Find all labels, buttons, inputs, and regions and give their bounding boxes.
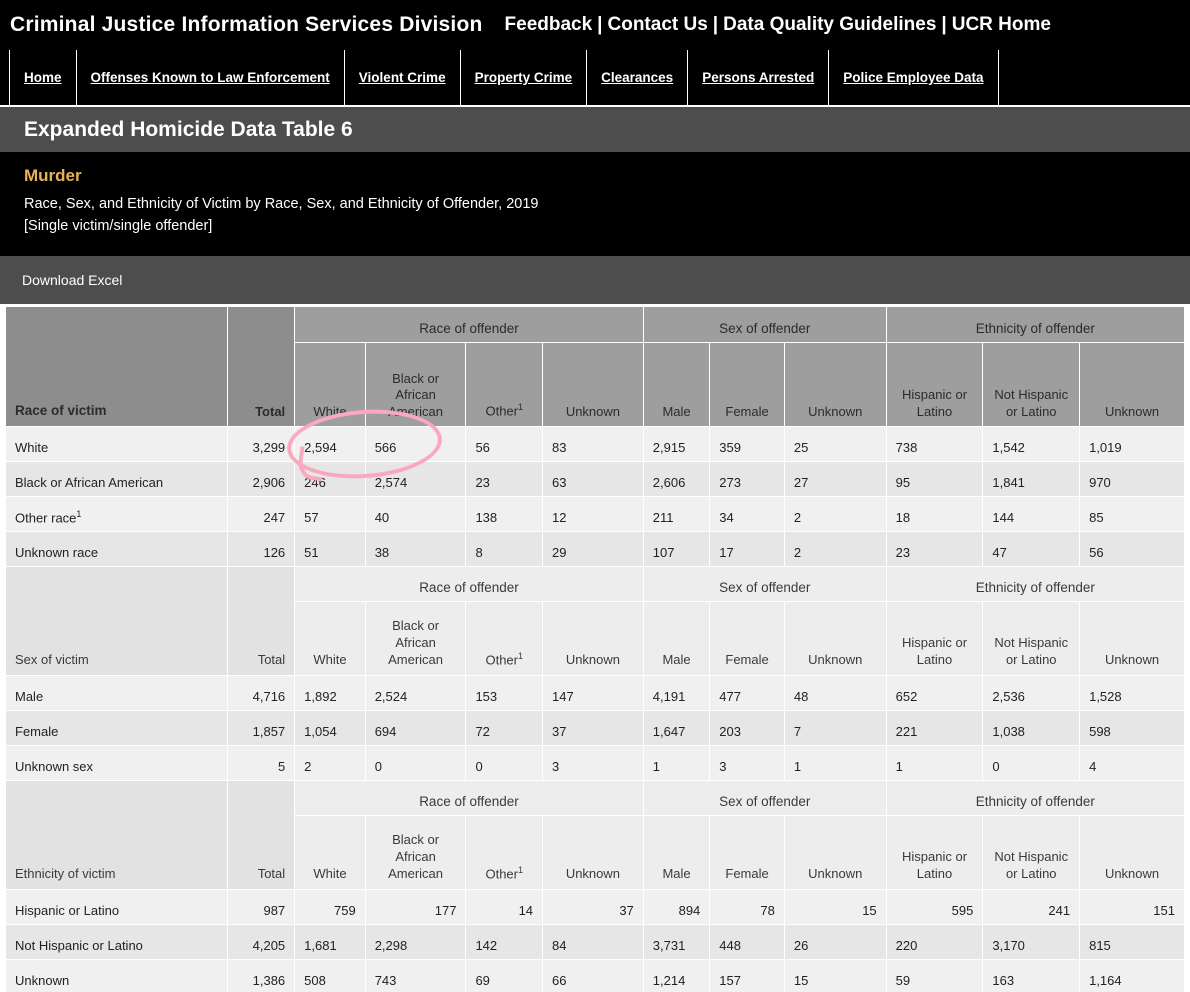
col-header-total-label: Total: [257, 652, 286, 668]
cell-black: 0: [365, 745, 466, 780]
col-header-white: White: [295, 601, 366, 675]
cell-female: 477: [710, 675, 785, 710]
col-header-other-label: Other: [485, 866, 518, 882]
cell-unknown-ethnicity: 4: [1080, 745, 1185, 780]
nav-item-label: Persons Arrested: [702, 70, 815, 85]
cell-female: 34: [710, 496, 785, 531]
cell-white: 51: [295, 531, 366, 566]
col-header-not-hispanic-or-latino: Not Hispanic or Latino: [983, 815, 1080, 889]
cell-unknown-sex: 15: [784, 889, 886, 924]
col-header-male: Male: [643, 815, 710, 889]
row-header-label: Race of victim: [15, 403, 107, 419]
header-links: [505, 14, 1051, 36]
cell-unknown-race: 29: [543, 531, 644, 566]
table-row: [6, 675, 1185, 710]
header-link-data-quality-guidelines[interactable]: Data Quality Guidelines: [723, 13, 937, 35]
table-row: [6, 461, 1185, 496]
col-header-not-hispanic-or-latino: Not Hispanic or Latino: [983, 342, 1080, 426]
cell-male: 3,731: [643, 924, 710, 959]
cell-white: 57: [295, 496, 366, 531]
cell-unknown-race: 147: [543, 675, 644, 710]
cell-black: 177: [365, 889, 466, 924]
cell-white: 1,054: [295, 710, 366, 745]
caption-line-2: [Single victim/single offender]: [24, 218, 213, 235]
cell-hispanic: 95: [886, 461, 983, 496]
cell-hispanic: 220: [886, 924, 983, 959]
row-header-label: Sex of victim: [15, 652, 89, 668]
row-label: Black or African American: [6, 461, 228, 496]
cell-black: 566: [365, 426, 466, 461]
col-header-unknown-sex: Unknown: [784, 601, 886, 675]
nav-item-label: Police Employee Data: [843, 70, 984, 85]
group-header-sex-of-offender: Sex of offender: [643, 306, 886, 342]
cell-hispanic: 59: [886, 959, 983, 992]
row-label: [6, 496, 228, 531]
cell-unknown-race: 83: [543, 426, 644, 461]
group-header-race-of-offender: Race of offender: [295, 566, 644, 601]
nav-item-label: Home: [24, 70, 62, 85]
cell-unknown-sex: 2: [784, 496, 886, 531]
col-header-black-or-african-american: Black or African American: [365, 815, 466, 889]
cell-white: 1,681: [295, 924, 366, 959]
row-label-footnote: 1: [76, 508, 82, 519]
cell-total: 4,205: [227, 924, 295, 959]
cell-black: 743: [365, 959, 466, 992]
cell-other-race: 0: [466, 745, 543, 780]
group-header-sex-of-offender: Sex of offender: [643, 566, 886, 601]
table-row: [6, 889, 1185, 924]
cell-total: 3,299: [227, 426, 295, 461]
cell-black: 694: [365, 710, 466, 745]
cell-unknown-sex: 1: [784, 745, 886, 780]
row-label: Hispanic or Latino: [6, 889, 228, 924]
cell-unknown-sex: 27: [784, 461, 886, 496]
table-row: [6, 959, 1185, 992]
cell-not-hispanic: 47: [983, 531, 1080, 566]
col-header-total-label: Total: [257, 866, 286, 882]
cell-total: 2,906: [227, 461, 295, 496]
cell-unknown-sex: 26: [784, 924, 886, 959]
cell-total: 247: [227, 496, 295, 531]
cell-hispanic: 23: [886, 531, 983, 566]
nav-item-police-employee-data[interactable]: [829, 50, 998, 105]
header-link-ucr-home[interactable]: UCR Home: [951, 13, 1051, 35]
cell-female: 3: [710, 745, 785, 780]
cell-not-hispanic: 1,038: [983, 710, 1080, 745]
col-header-female: Female: [710, 342, 785, 426]
header-link-contact-us[interactable]: Contact Us: [607, 13, 708, 35]
col-header-not-hispanic-or-latino: Not Hispanic or Latino: [983, 601, 1080, 675]
cell-unknown-ethnicity: 598: [1080, 710, 1185, 745]
table-row: [6, 745, 1185, 780]
agency-title: Criminal Justice Information Services Division: [10, 12, 483, 36]
col-header-other: [466, 342, 543, 426]
cell-not-hispanic: 1,542: [983, 426, 1080, 461]
nav-item-property-crime[interactable]: [461, 50, 588, 105]
cell-unknown-sex: 48: [784, 675, 886, 710]
cell-male: 107: [643, 531, 710, 566]
table-row: [6, 710, 1185, 745]
col-header-other-label: Other: [485, 403, 518, 419]
group-header-sex-of-offender: Sex of offender: [643, 780, 886, 815]
cell-female: 78: [710, 889, 785, 924]
group-header-race-of-offender: Race of offender: [295, 306, 644, 342]
cell-white: 2: [295, 745, 366, 780]
nav-item-label: Violent Crime: [358, 70, 446, 85]
cell-male: 2,915: [643, 426, 710, 461]
nav-item-label: Clearances: [601, 70, 674, 85]
row-header-label: Ethnicity of victim: [15, 866, 116, 882]
cell-other-race: 153: [466, 675, 543, 710]
expanded-homicide-data-table-6: [5, 306, 1185, 992]
row-header-ethnicity-of-victim: [6, 780, 228, 889]
page-title: Expanded Homicide Data Table 6: [0, 105, 1190, 152]
cell-hispanic: 1: [886, 745, 983, 780]
cell-not-hispanic: 241: [983, 889, 1080, 924]
group-header-ethnicity-of-offender: Ethnicity of offender: [886, 306, 1184, 342]
col-header-total-label: Total: [255, 403, 286, 419]
nav-item-clearances[interactable]: [587, 50, 688, 105]
cell-unknown-ethnicity: 1,528: [1080, 675, 1185, 710]
col-header-unknown-ethnicity: Unknown: [1080, 601, 1185, 675]
col-header-other-footnote: 1: [517, 864, 523, 875]
col-header-unknown-race: Unknown: [543, 815, 644, 889]
cell-unknown-race: 63: [543, 461, 644, 496]
cell-white: 1,892: [295, 675, 366, 710]
col-header-male: Male: [643, 342, 710, 426]
cell-total: 4,716: [227, 675, 295, 710]
cell-other-race: 23: [466, 461, 543, 496]
cell-male: 1: [643, 745, 710, 780]
cell-male: 1,214: [643, 959, 710, 992]
cell-male: 2,606: [643, 461, 710, 496]
col-header-black-or-african-american: Black or African American: [365, 342, 466, 426]
cell-hispanic: 738: [886, 426, 983, 461]
cell-total: 1,857: [227, 710, 295, 745]
cell-hispanic: 595: [886, 889, 983, 924]
cell-not-hispanic: 1,841: [983, 461, 1080, 496]
col-header-other: [466, 601, 543, 675]
cell-black: 38: [365, 531, 466, 566]
header-group-row: [6, 566, 1185, 601]
cell-unknown-race: 37: [543, 710, 644, 745]
cell-black: 2,298: [365, 924, 466, 959]
cell-hispanic: 652: [886, 675, 983, 710]
group-header-ethnicity-of-offender: Ethnicity of offender: [886, 566, 1184, 601]
row-header-sex-of-victim: [6, 566, 228, 675]
cell-not-hispanic: 0: [983, 745, 1080, 780]
col-header-white: White: [295, 815, 366, 889]
nav-filler: [999, 50, 1190, 105]
col-header-hispanic-or-latino: Hispanic or Latino: [886, 342, 983, 426]
cell-total: 126: [227, 531, 295, 566]
table-row: [6, 426, 1185, 461]
cell-unknown-race: 12: [543, 496, 644, 531]
cell-female: 359: [710, 426, 785, 461]
cell-unknown-race: 66: [543, 959, 644, 992]
cell-unknown-race: 3: [543, 745, 644, 780]
cell-not-hispanic: 144: [983, 496, 1080, 531]
col-header-other-footnote: 1: [517, 650, 523, 661]
group-header-ethnicity-of-offender: Ethnicity of offender: [886, 780, 1184, 815]
row-label: Not Hispanic or Latino: [6, 924, 228, 959]
col-header-total: [227, 306, 295, 426]
col-header-unknown-ethnicity: Unknown: [1080, 815, 1185, 889]
table-row: [6, 496, 1185, 531]
col-header-male: Male: [643, 601, 710, 675]
table-row: [6, 924, 1185, 959]
col-header-unknown-sex: Unknown: [784, 815, 886, 889]
row-label: Unknown sex: [6, 745, 228, 780]
cell-female: 157: [710, 959, 785, 992]
nav-item-violent-crime[interactable]: [345, 50, 461, 105]
site-header: [0, 0, 1190, 49]
row-label: Female: [6, 710, 228, 745]
cell-white: 2,594: [295, 426, 366, 461]
caption-line-1: Race, Sex, and Ethnicity of Victim by Race, Sex, and Ethnicity of Offender, 2019: [24, 196, 539, 212]
cell-not-hispanic: 3,170: [983, 924, 1080, 959]
download-bar: [0, 256, 1190, 306]
nav-item-label: Offenses Known to Law Enforcement: [90, 70, 330, 85]
cell-other-race: 142: [466, 924, 543, 959]
cell-unknown-sex: 2: [784, 531, 886, 566]
col-header-other-footnote: 1: [517, 402, 523, 413]
download-excel-link[interactable]: Download Excel: [22, 271, 123, 288]
cell-female: 448: [710, 924, 785, 959]
table-row: [6, 531, 1185, 566]
cell-other-race: 56: [466, 426, 543, 461]
cell-white: 246: [295, 461, 366, 496]
cell-total: 5: [227, 745, 295, 780]
cell-hispanic: 18: [886, 496, 983, 531]
cell-unknown-ethnicity: 970: [1080, 461, 1185, 496]
cell-unknown-sex: 7: [784, 710, 886, 745]
cell-white: 508: [295, 959, 366, 992]
row-label: Male: [6, 675, 228, 710]
col-header-female: Female: [710, 815, 785, 889]
cell-unknown-ethnicity: 151: [1080, 889, 1185, 924]
cell-total: 987: [227, 889, 295, 924]
cell-total: 1,386: [227, 959, 295, 992]
cell-unknown-ethnicity: 85: [1080, 496, 1185, 531]
header-group-row: [6, 306, 1185, 342]
data-table-container: [0, 306, 1190, 992]
header-link-separator: |: [712, 13, 719, 35]
cell-female: 17: [710, 531, 785, 566]
nav-item-label: Property Crime: [474, 70, 573, 85]
nav-item-home[interactable]: [9, 50, 77, 105]
cell-male: 211: [643, 496, 710, 531]
cell-unknown-ethnicity: 1,164: [1080, 959, 1185, 992]
row-label: Unknown race: [6, 531, 228, 566]
nav-item-persons-arrested[interactable]: [688, 50, 829, 105]
cell-unknown-sex: 15: [784, 959, 886, 992]
table-caption: [0, 152, 1190, 256]
cell-unknown-race: 37: [543, 889, 644, 924]
row-label: White: [6, 426, 228, 461]
cell-male: 1,647: [643, 710, 710, 745]
col-header-hispanic-or-latino: Hispanic or Latino: [886, 601, 983, 675]
cell-female: 273: [710, 461, 785, 496]
col-header-hispanic-or-latino: Hispanic or Latino: [886, 815, 983, 889]
cell-other-race: 138: [466, 496, 543, 531]
header-link-separator: |: [941, 13, 947, 35]
col-header-other-label: Other: [485, 652, 518, 668]
cell-unknown-ethnicity: 1,019: [1080, 426, 1185, 461]
cell-unknown-race: 84: [543, 924, 644, 959]
cell-hispanic: 221: [886, 710, 983, 745]
cell-unknown-ethnicity: 815: [1080, 924, 1185, 959]
col-header-black-or-african-american: Black or African American: [365, 601, 466, 675]
col-header-total: [227, 566, 295, 675]
cell-black: 40: [365, 496, 466, 531]
cell-other-race: 8: [466, 531, 543, 566]
cell-unknown-ethnicity: 56: [1080, 531, 1185, 566]
main-navigation: [0, 49, 1190, 105]
row-header-race-of-victim: [6, 306, 228, 426]
row-label-text: Other race: [15, 509, 77, 525]
col-header-unknown-sex: Unknown: [784, 342, 886, 426]
cell-other-race: 69: [466, 959, 543, 992]
col-header-unknown-race: Unknown: [543, 342, 644, 426]
col-header-white: White: [295, 342, 366, 426]
col-header-unknown-race: Unknown: [543, 601, 644, 675]
nav-item-offenses-known-to-law-enforcement[interactable]: [77, 50, 345, 105]
cell-other-race: 72: [466, 710, 543, 745]
col-header-unknown-ethnicity: Unknown: [1080, 342, 1185, 426]
cell-white: 759: [295, 889, 366, 924]
col-header-total: [227, 780, 295, 889]
caption-kicker: Murder: [24, 166, 82, 185]
col-header-other: [466, 815, 543, 889]
header-link-feedback[interactable]: Feedback: [504, 13, 593, 35]
cell-not-hispanic: 163: [983, 959, 1080, 992]
cell-male: 4,191: [643, 675, 710, 710]
row-label: Unknown: [6, 959, 228, 992]
cell-female: 203: [710, 710, 785, 745]
cell-other-race: 14: [466, 889, 543, 924]
header-link-separator: |: [597, 13, 603, 35]
col-header-female: Female: [710, 601, 785, 675]
group-header-race-of-offender: Race of offender: [295, 780, 644, 815]
cell-male: 894: [643, 889, 710, 924]
cell-black: 2,524: [365, 675, 466, 710]
cell-unknown-sex: 25: [784, 426, 886, 461]
header-group-row: [6, 780, 1185, 815]
cell-not-hispanic: 2,536: [983, 675, 1080, 710]
cell-black: 2,574: [365, 461, 466, 496]
